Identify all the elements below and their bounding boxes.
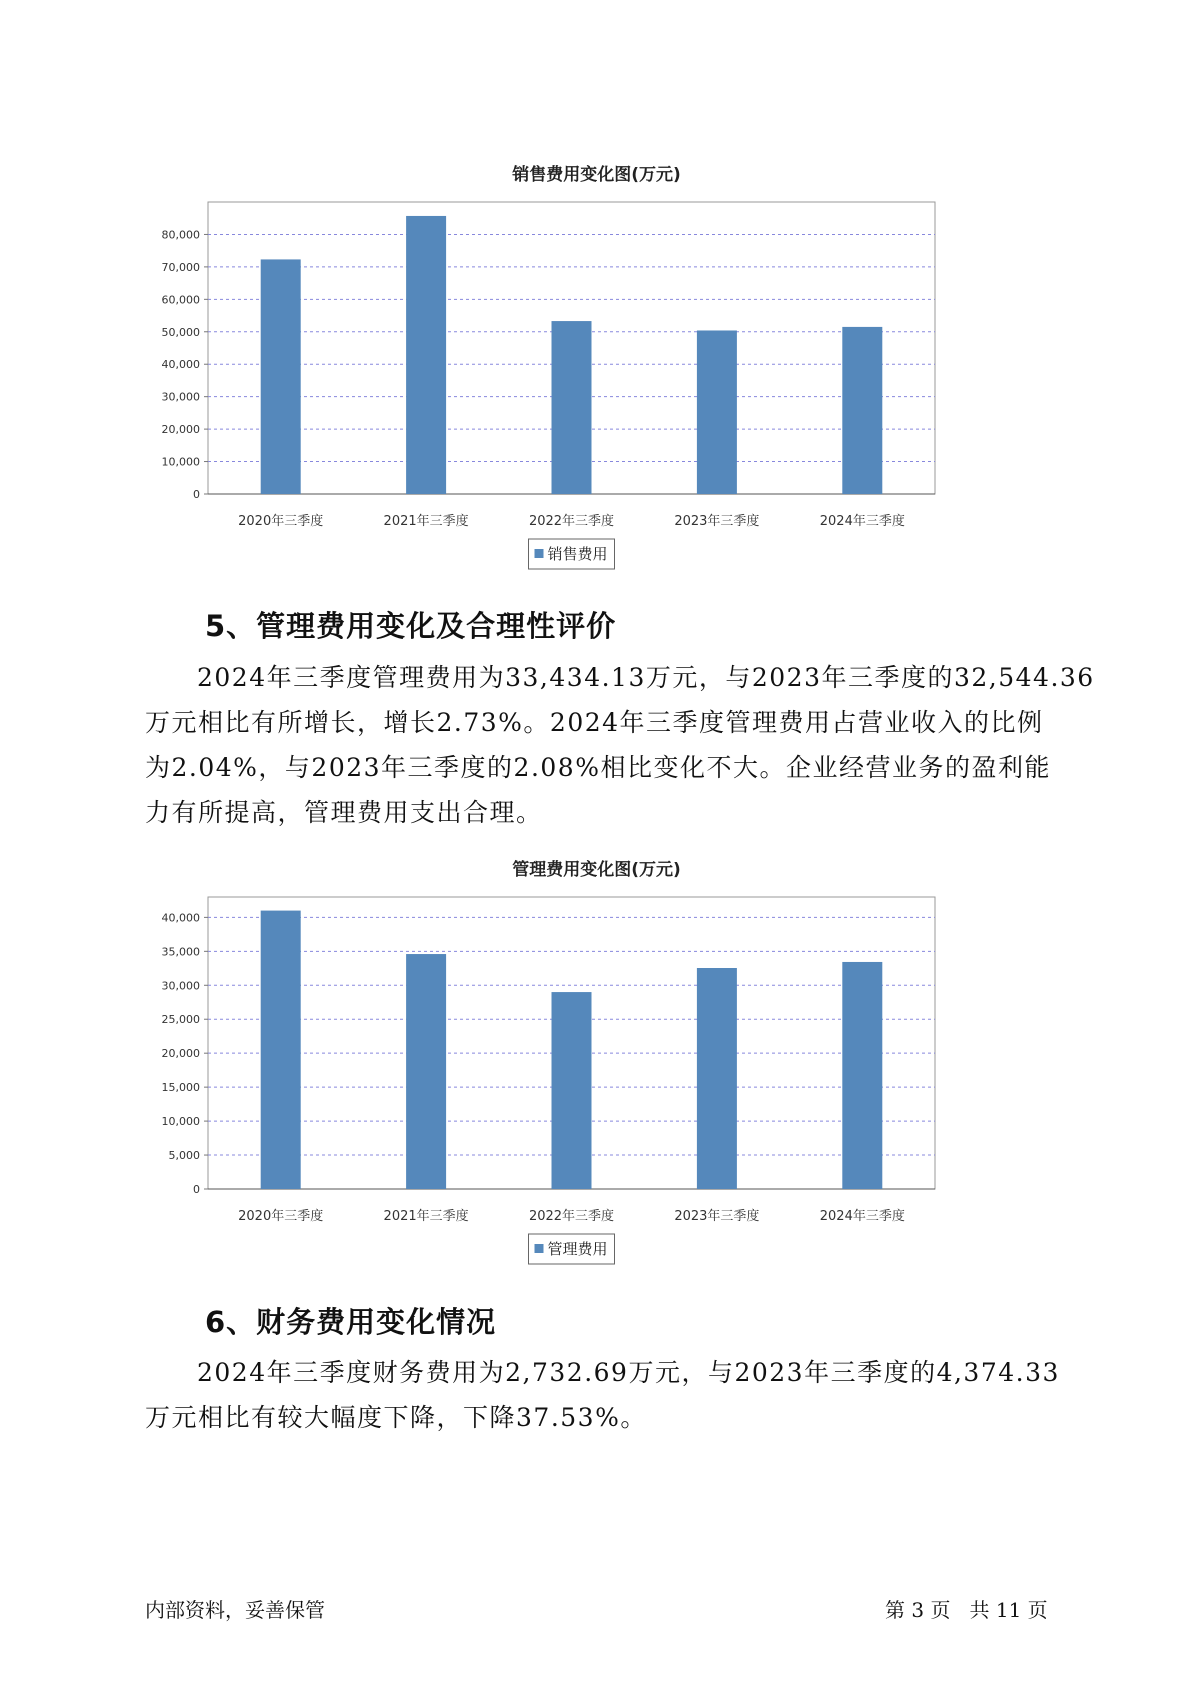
y-tick-label: 10,000 [161, 455, 200, 469]
admin-expense-chart-svg [160, 855, 1020, 1275]
y-tick-label: 0 [193, 488, 200, 501]
x-tick-label: 2022年三季度 [528, 1209, 615, 1224]
x-tick-label: 2024年三季度 [819, 1209, 905, 1224]
x-tick-label: 2021年三季度 [383, 1209, 469, 1224]
bar [261, 259, 301, 494]
x-tick-label: 2020年三季度 [238, 514, 324, 529]
sales-expense-chart-svg [160, 160, 1020, 580]
legend-label: 销售费用 [547, 545, 608, 563]
x-tick-label: 2024年三季度 [819, 514, 905, 529]
y-tick-label: 40,000 [161, 358, 200, 372]
bar [697, 968, 737, 1189]
chart-title: 管理费用变化图(万元) [512, 860, 681, 880]
section6-paragraph [145, 1350, 1075, 1440]
bar [552, 992, 592, 1189]
x-tick-label: 2023年三季度 [674, 514, 760, 529]
x-tick-label: 2021年三季度 [383, 514, 469, 529]
y-tick-label: 0 [193, 1183, 200, 1196]
bar [261, 911, 301, 1189]
section5-heading: 5、管理费用变化及合理性评价 [205, 609, 617, 643]
y-tick-label: 20,000 [161, 423, 200, 437]
x-tick-label: 2020年三季度 [238, 1209, 324, 1224]
y-tick-label: 30,000 [161, 979, 200, 993]
section6-line-2: 万元相比有较大幅度下降，下降37.53%。 [145, 1403, 647, 1432]
footer-page-number: 第 3 页 共 11 页 [885, 1598, 1048, 1622]
section5-line-3: 为2.04%，与2023年三季度的2.08%相比变化不大。企业经营业务的盈利能 [145, 753, 1051, 782]
section5-line-1: 2024年三季度管理费用为33,434.13万元，与2023年三季度的32,544.36 [197, 663, 1095, 692]
bar [842, 962, 882, 1189]
y-tick-label: 5,000 [168, 1149, 200, 1163]
legend-label: 管理费用 [547, 1240, 608, 1258]
x-tick-label: 2022年三季度 [528, 514, 615, 529]
y-tick-label: 10,000 [161, 1115, 200, 1129]
section5-line-2: 万元相比有所增长，增长2.73%。2024年三季度管理费用占营业收入的比例 [145, 708, 1044, 737]
y-tick-label: 15,000 [161, 1081, 200, 1095]
y-tick-label: 70,000 [161, 260, 200, 274]
y-tick-label: 30,000 [161, 390, 200, 404]
bar [697, 330, 737, 494]
admin-expense-chart [160, 855, 1020, 1275]
y-tick-label: 20,000 [161, 1047, 200, 1061]
section5-line-4: 力有所提高，管理费用支出合理。 [145, 798, 543, 827]
section6-line-1: 2024年三季度财务费用为2,732.69万元，与2023年三季度的4,374.33 [197, 1358, 1060, 1387]
x-tick-label: 2023年三季度 [674, 1209, 760, 1224]
section6-heading: 6、财务费用变化情况 [205, 1305, 497, 1339]
bar [842, 327, 882, 494]
bar [406, 216, 446, 494]
bar [406, 954, 446, 1189]
y-tick-label: 50,000 [161, 325, 200, 339]
y-tick-label: 35,000 [161, 945, 200, 959]
chart-title: 销售费用变化图(万元) [512, 165, 681, 185]
bar [552, 321, 592, 494]
sales-expense-chart [160, 160, 1020, 580]
y-tick-label: 40,000 [161, 911, 200, 925]
y-tick-label: 60,000 [161, 293, 200, 307]
section5-paragraph [145, 655, 1095, 835]
y-tick-label: 80,000 [161, 228, 200, 242]
legend-swatch [535, 549, 544, 558]
legend-swatch [535, 1244, 544, 1253]
y-tick-label: 25,000 [161, 1013, 200, 1027]
footer-confidential: 内部资料，妥善保管 [145, 1598, 325, 1622]
